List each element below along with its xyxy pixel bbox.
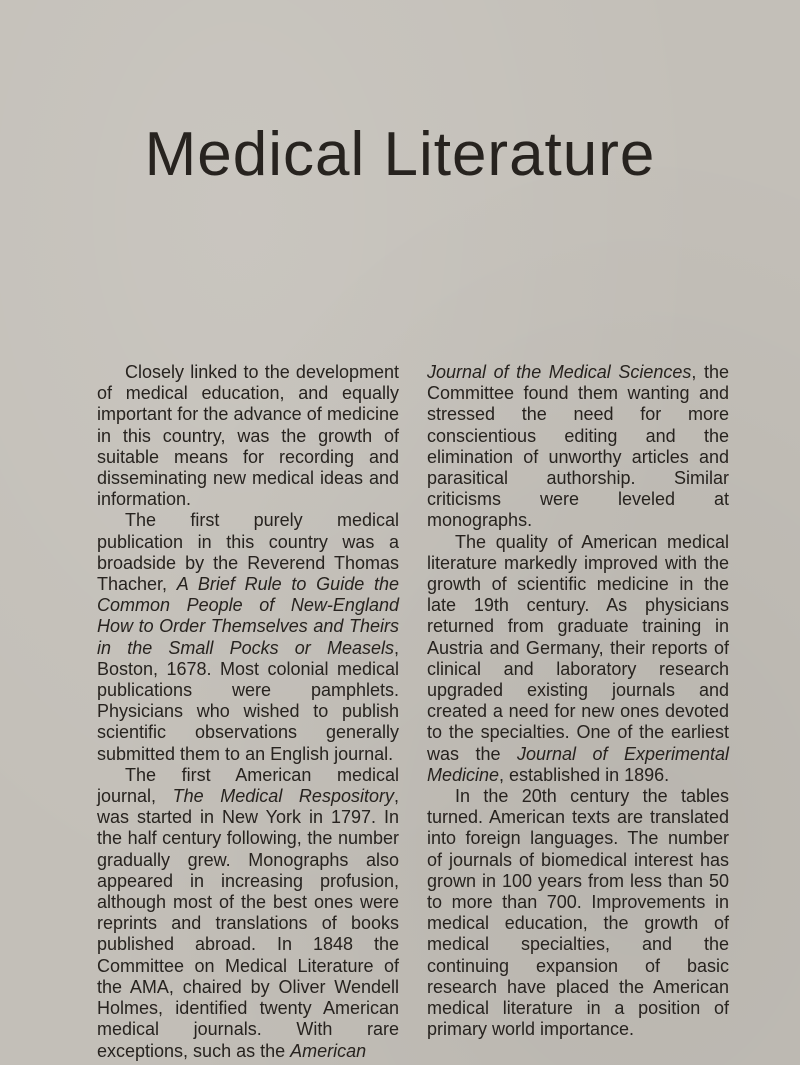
paragraph: [97, 765, 399, 1062]
italic-title: Journal of the Medical Sciences: [427, 362, 692, 382]
paragraph-text: Closely linked to the development of medical education, and equally important for the advance of medicine in this country, was the growth of suitable means for recording and disseminating new medical ideas and information.: [97, 362, 399, 510]
page-title: Medical Literature: [144, 120, 656, 189]
paragraph: [97, 362, 399, 510]
paragraph-text: , Boston, 1678. Most colonial medical publications were pamphlets. Physicians who wished to publish scientific observations generally submitted them to an English journal.: [97, 637, 399, 764]
paragraph-text: , the Committee found them wanting and stressed the need for more conscientious editing and the elimination of unworthy articles and parasitical authorship. Similar criticisms were leveled at monographs.: [427, 362, 729, 531]
paragraph: [427, 786, 729, 1040]
paragraph-text: In the 20th century the tables turned. American texts are translated into foreign languages. The number of journals of biomedical interest has grown in 100 years from less than 50 to more than 700. Improvements in medical education, the growth of medical specialties, and the continuing expansion of basic research have placed the American medical literature in a position of primary world importance.: [427, 786, 729, 1040]
paragraph: [427, 532, 729, 786]
italic-title: The Medical Respository: [172, 786, 394, 807]
paragraph-text: , established in 1896.: [499, 764, 670, 785]
paragraph-text: The quality of American medical literature markedly improved with the growth of scientific medicine in the late 19th century. As physicians returned from graduate training in Austria and Germany, their reports of clinical and laboratory research upgraded existing journals and created a need for new ones devoted to the specialties. One of the earliest was the: [427, 531, 729, 764]
left-column: [97, 362, 399, 1062]
right-column: [427, 362, 729, 1041]
paragraph-text: , was started in New York in 1797. In the half century following, the number gradually grew. Monographs also appeared in increasing profusion, although most of the best ones were reprints and translations of books published abroad. In 1848 the Committee on Medical Literature of the AMA, chaired by Oliver Wendell Holmes, identified twenty American medical journals. With rare exceptions, such as the: [97, 786, 399, 1061]
paragraph-text: The first American medical journal,: [97, 764, 399, 807]
paragraph-text: The first purely medical publication in this country was a broadside by the Reverend Thomas Thacher,: [97, 510, 399, 595]
italic-title: American: [290, 1040, 367, 1061]
paragraph: [427, 362, 729, 532]
italic-title: Journal of Experimental Medicine: [427, 743, 729, 785]
italic-title: A Brief Rule to Guide the Common People of New-England How to Order Themselves and Theirs in the Small Pocks or Measels: [97, 574, 399, 658]
paragraph: [97, 510, 399, 764]
